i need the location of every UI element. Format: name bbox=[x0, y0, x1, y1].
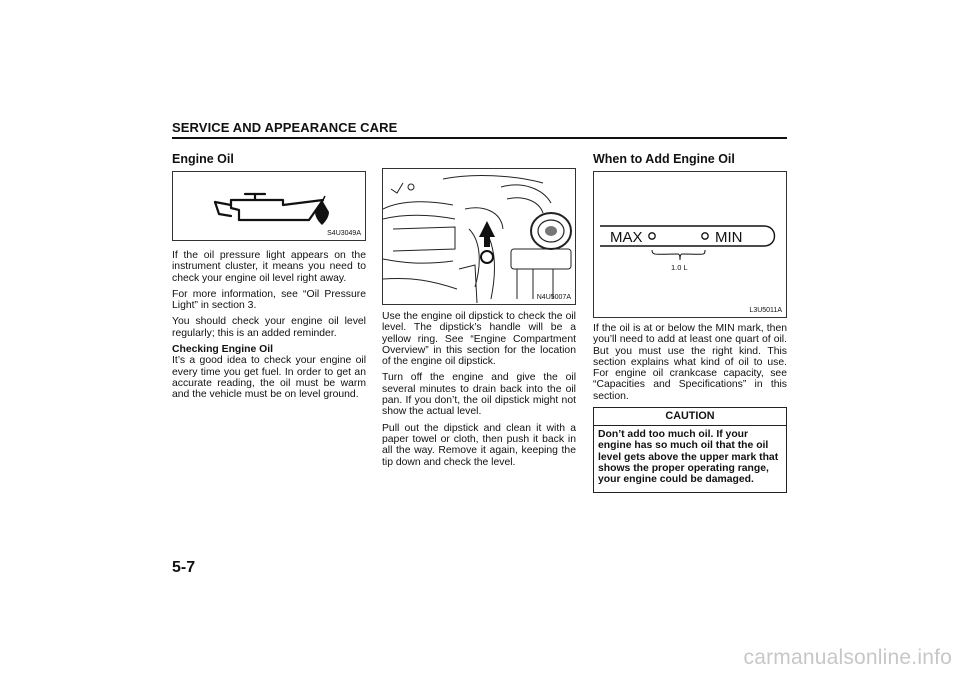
paragraph: Turn off the engine and give the oil several minutes to drain back into the oil pan. If you don’t, the oil dipstick might not show the actual level. bbox=[382, 372, 576, 418]
figure-label: N4U5007A bbox=[536, 294, 571, 301]
column-dipstick bbox=[382, 152, 576, 473]
section-heading-engine-oil: Engine Oil bbox=[172, 152, 234, 166]
paragraph: If the oil pressure light appears on the instrument cluster, it means you need to check your engine oil level right away. bbox=[172, 250, 366, 284]
page-number: 5-7 bbox=[172, 559, 196, 576]
caution-box bbox=[593, 407, 787, 492]
engine-compartment-illustration bbox=[383, 169, 577, 304]
subheading-checking-engine-oil: Checking Engine Oil bbox=[172, 344, 274, 356]
dipstick-min-label: MIN bbox=[715, 229, 743, 246]
paragraph: You should check your engine oil level regularly; this is an added reminder. bbox=[172, 316, 366, 339]
caution-text: Don’t add too much oil. If your engine has so much oil that the oil level gets above the upper mark that shows the proper operating range, your engine could be damaged. bbox=[598, 429, 779, 486]
dipstick-scale-illustration bbox=[594, 172, 788, 317]
paragraph: For more information, see “Oil Pressure Light” in section 3. bbox=[172, 288, 366, 312]
paragraph: Use the engine oil dipstick to check the oil level. The dipstick’s handle will be a yellow ring. See “Engine Compartment Overview” in this section for the location of the engine oil dipstick. bbox=[382, 311, 576, 368]
dipstick-max-label: MAX bbox=[610, 229, 643, 246]
dipstick-levels-figure bbox=[593, 171, 787, 318]
dipstick-quantity-label: 1.0 L bbox=[671, 263, 688, 272]
page-header-title: SERVICE AND APPEARANCE CARE bbox=[172, 120, 398, 135]
paragraph: Pull out the dipstick and clean it with a paper towel or cloth, then push it back in all the way. Remove it again, keeping the tip down and check the level. bbox=[382, 422, 576, 468]
oil-pressure-light-figure bbox=[172, 171, 366, 241]
watermark-link[interactable]: carmanualsonline.info bbox=[743, 646, 952, 669]
figure-label: L3U5011A bbox=[749, 307, 782, 314]
figure-label: S4U3049A bbox=[327, 230, 361, 237]
section-heading-when-to-add-oil: When to Add Engine Oil bbox=[593, 152, 735, 166]
column-when-to-add bbox=[593, 152, 787, 493]
column-engine-oil bbox=[172, 152, 366, 406]
caution-title: CAUTION bbox=[594, 408, 786, 426]
header-rule bbox=[172, 137, 787, 139]
engine-dipstick-figure bbox=[382, 168, 576, 305]
paragraph: It’s a good idea to check your engine oil every time you get fuel. In order to get an accurate reading, the oil must be warm and the vehicle must be on level ground. bbox=[172, 355, 366, 401]
paragraph: If the oil is at or below the MIN mark, then you’ll need to add at least one quart of oil. But you must use the right kind. This section explains what kind of oil to use. For engine oil crankcase capacity, see “Capacities and Specifications” in this section. bbox=[593, 323, 787, 402]
